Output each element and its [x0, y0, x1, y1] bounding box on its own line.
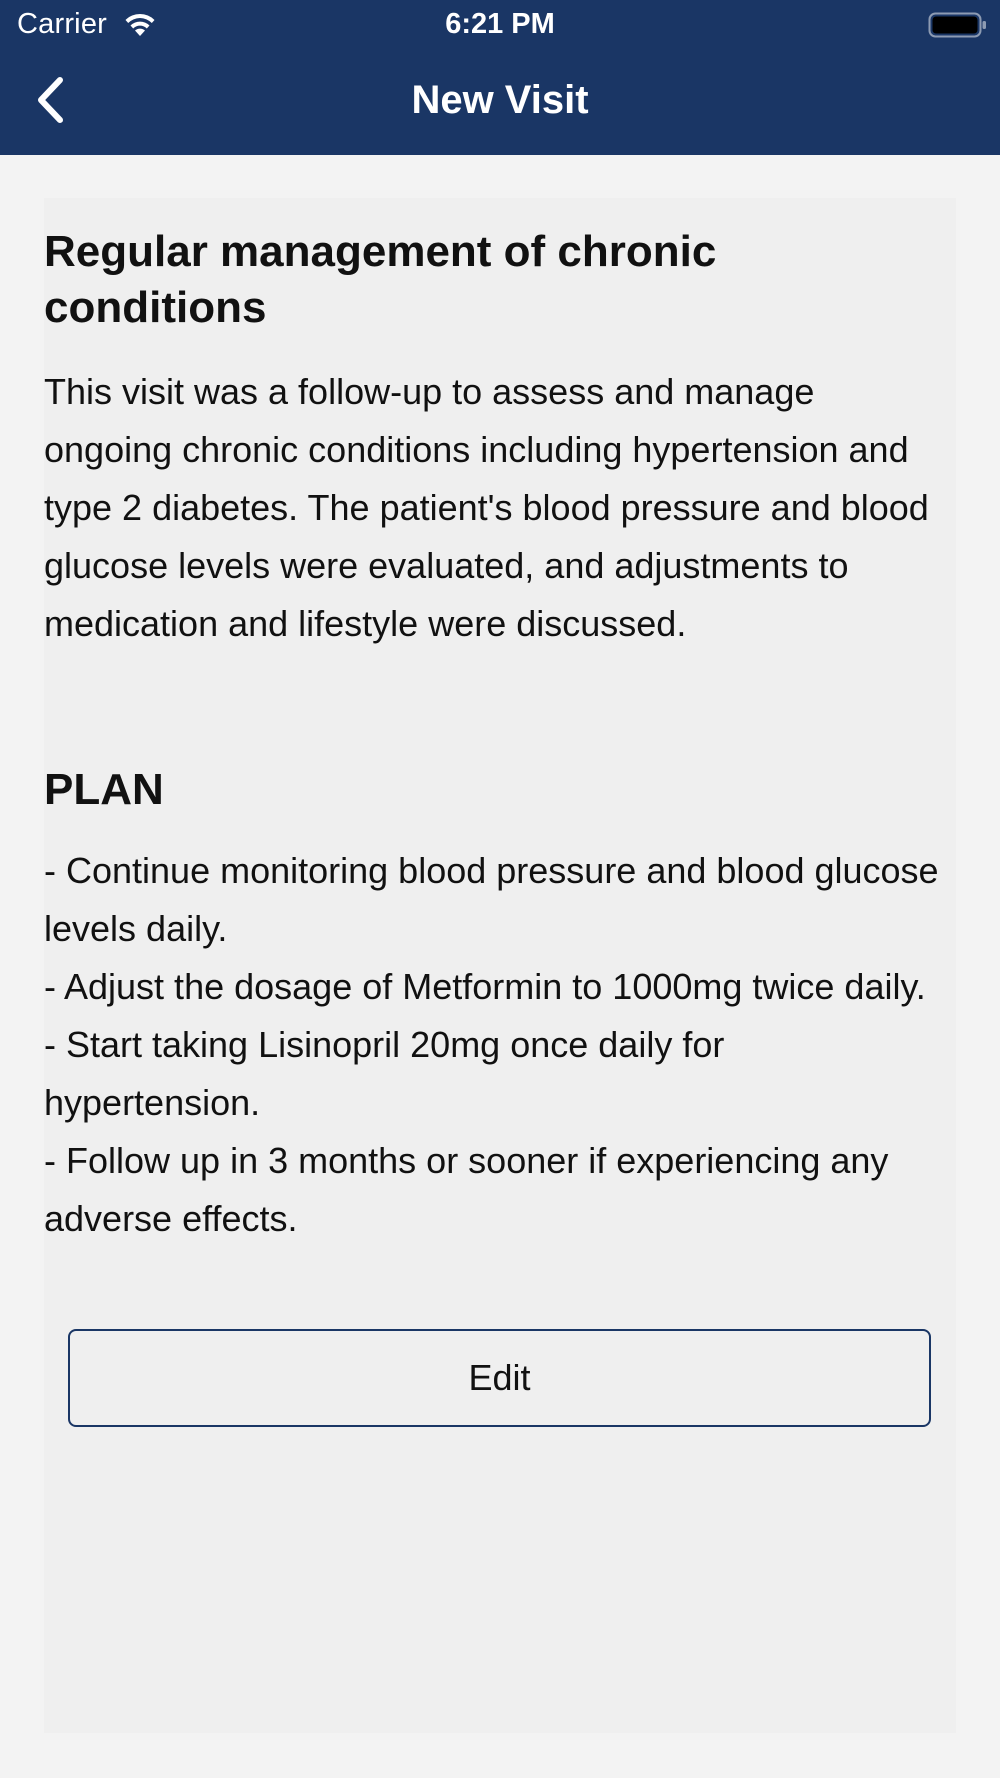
page-title: New Visit: [411, 78, 589, 122]
plan-item: - Follow up in 3 months or sooner if experiencing any adverse effects.: [44, 1140, 889, 1239]
app-header: [0, 0, 1000, 155]
carrier-label: Carrier: [17, 8, 108, 40]
navigation-bar: [0, 50, 1000, 155]
battery-icon: [928, 12, 988, 38]
edit-button[interactable]: Edit: [68, 1329, 931, 1427]
plan-item: - Start taking Lisinopril 20mg once daily for hypertension.: [44, 1024, 725, 1123]
plan-list: [44, 842, 949, 1248]
visit-summary: This visit was a follow-up to assess and manage ongoing chronic conditions including hypertension and type 2 diabetes. The patient's blood pressure and blood glucose levels were evaluated, and adjustments to medication and lifestyle were discussed.: [44, 371, 929, 644]
status-time: 6:21 PM: [445, 8, 555, 40]
plan-item: - Adjust the dosage of Metformin to 1000mg twice daily.: [44, 966, 926, 1007]
visit-card: [44, 198, 956, 1733]
visit-title: Regular management of chronic conditions: [44, 227, 717, 332]
plan-item: - Continue monitoring blood pressure and blood glucose levels daily.: [44, 850, 939, 949]
status-bar: [0, 0, 1000, 50]
plan-heading: PLAN: [44, 765, 164, 814]
